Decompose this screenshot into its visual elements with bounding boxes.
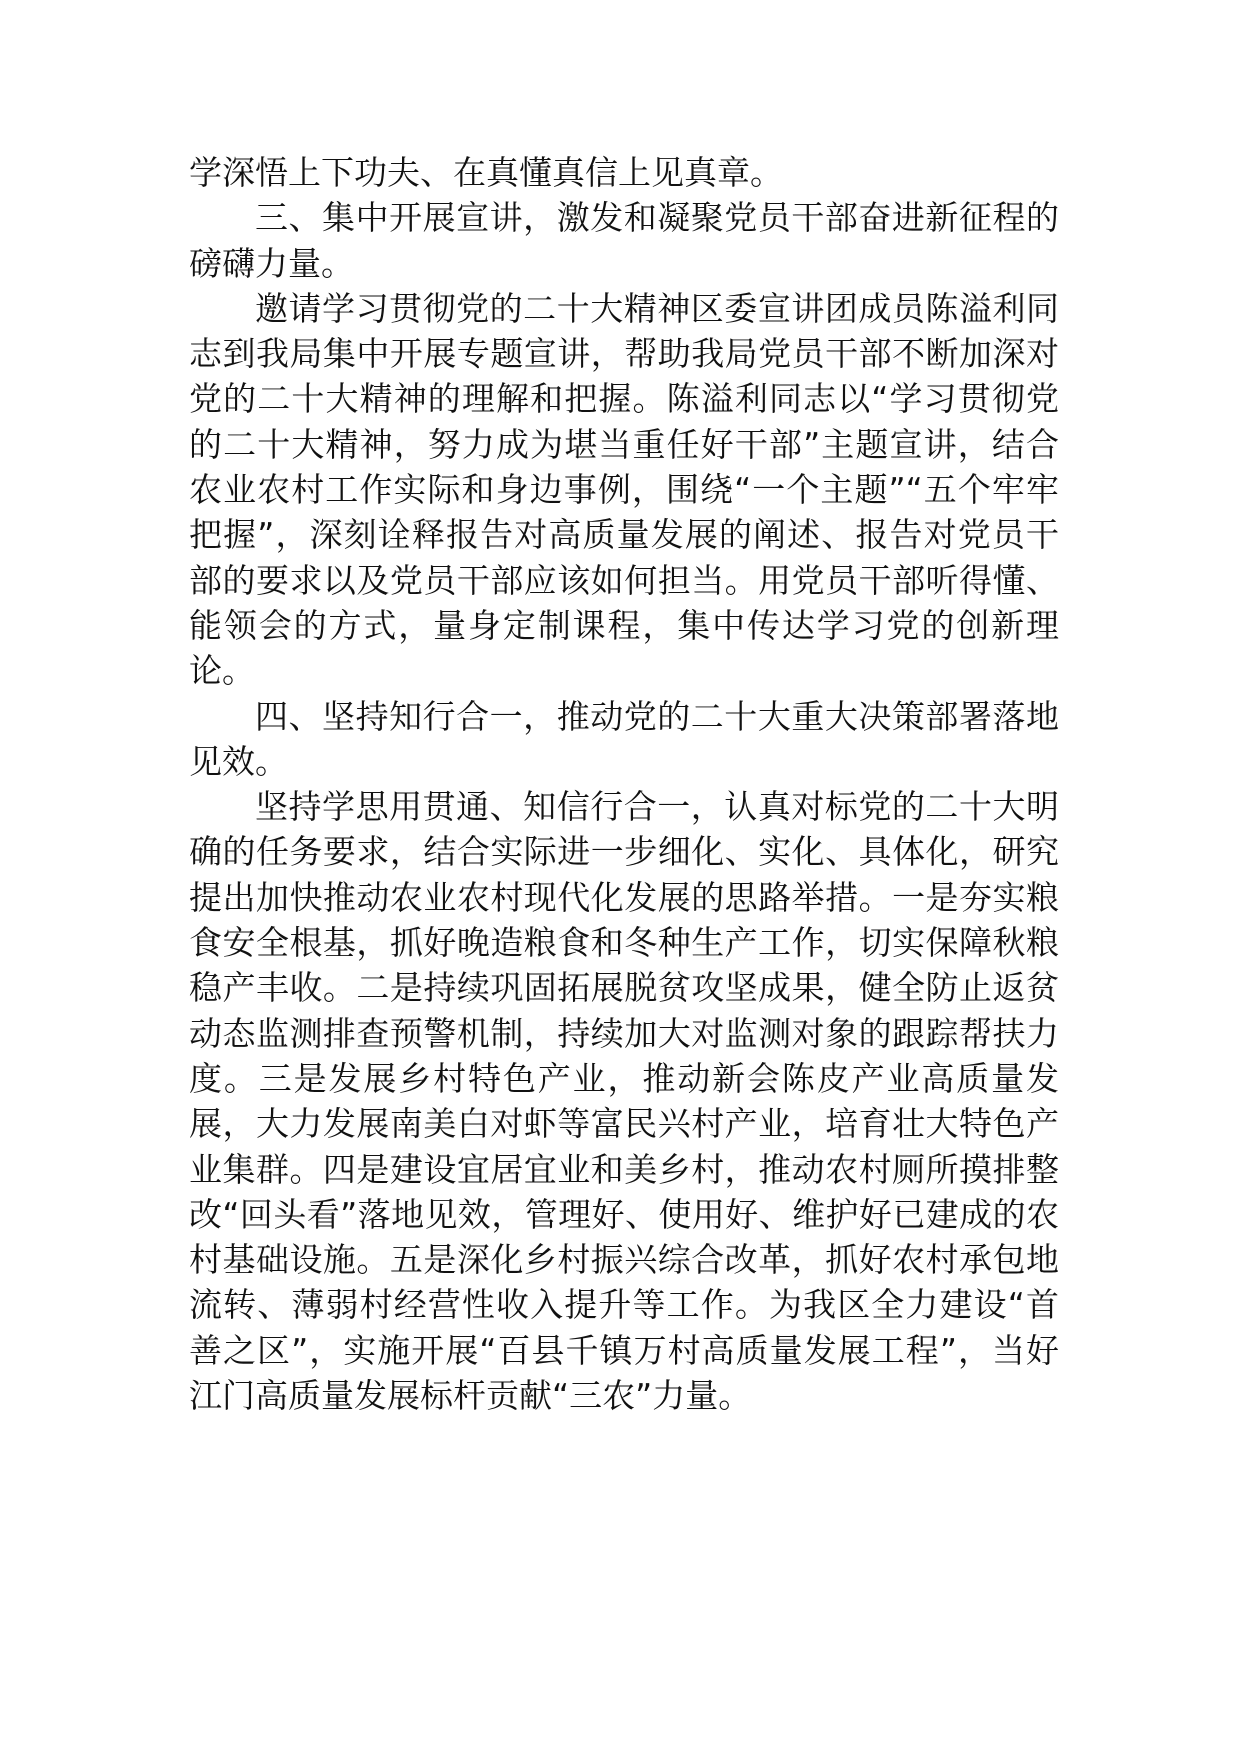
paragraph-continued: 学深悟上下功夫、在真懂真信上见真章。 [189,153,783,192]
paragraph-lecture: 邀请学习贯彻党的二十大精神区委宣讲团成员陈溢利同志到我局集中开展专题宣讲，帮助我局党员干部不断加深对党的二十大精神的理解和把握。陈溢利同志以“学习贯彻党的二十大精神，努力成为堪当重任好干部”主题宣讲，结合农业农村工作实际和身边事例，围绕“一个主题”“五个牢牢把握”，深刻诠释报告对高质量发展的阐述、报告对党员干部的要求以及党员干部应该如何担当。用党员干部听得懂、能领会的方式，量身定制课程，集中传达学习党的创新理论。 [189,288,1059,691]
document-body [189,150,1059,1418]
section-heading-four: 四、坚持知行合一，推动党的二十大重大决策部署落地见效。 [189,696,1059,781]
section-heading-three: 三、集中开展宣讲，激发和凝聚党员干部奋进新征程的磅礴力量。 [189,198,1059,283]
paragraph-measures: 坚持学思用贯通、知信行合一，认真对标党的二十大明确的任务要求，结合实际进一步细化、实化、具体化，研究提出加快推动农业农村现代化发展的思路举措。一是夯实粮食安全根基，抓好晚造粮食和冬种生产工作，切实保障秋粮稳产丰收。二是持续巩固拓展脱贫攻坚成果，健全防止返贫动态监测排查预警机制，持续加大对监测对象的跟踪帮扶力度。三是发展乡村特色产业，推动新会陈皮产业高质量发展，大力发展南美白对虾等富民兴村产业，培育壮大特色产业集群。四是建设宜居宜业和美乡村，推动农村厕所摸排整改“回头看”落地见效，管理好、使用好、维护好已建成的农村基础设施。五是深化乡村振兴综合改革，抓好农村承包地流转、薄弱村经营性收入提升等工作。为我区全力建设“首善之区”，实施开展“百县千镇万村高质量发展工程”，当好江门高质量发展标杆贡献“三农”力量。 [189,787,1059,1416]
